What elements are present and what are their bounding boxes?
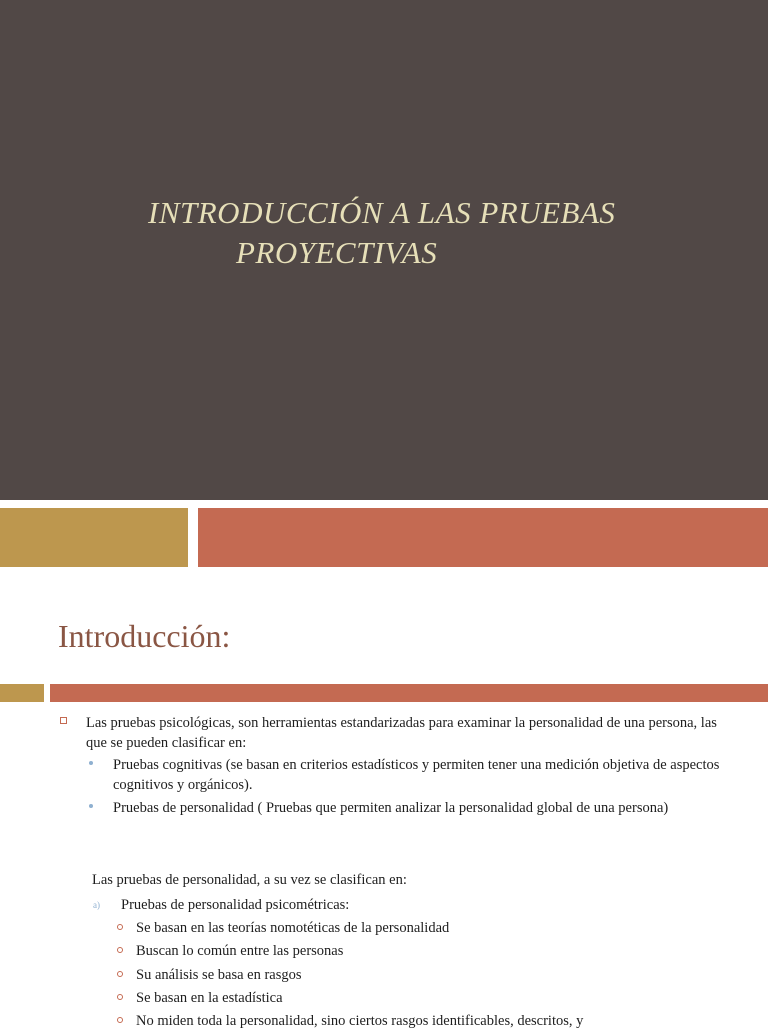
gold-heading-band xyxy=(0,684,44,702)
sub-bullet-personality: Pruebas de personalidad ( Pruebas que permiten analizar la personalidad global de una persona) xyxy=(113,800,669,816)
ring-bullet-icon xyxy=(117,971,123,977)
red-heading-band xyxy=(50,684,768,702)
title-slide xyxy=(0,0,768,500)
classification-paragraph: Las pruebas de personalidad, a su vez se clasifican en: xyxy=(92,872,407,888)
list-item: Se basan en la estadística xyxy=(136,990,283,1006)
red-accent-band xyxy=(198,508,768,567)
psychometric-tests-item: Pruebas de personalidad psicométricas: xyxy=(121,897,350,913)
slide-heading: Introducción: xyxy=(58,618,231,654)
ring-bullet-icon xyxy=(117,1017,123,1023)
dot-bullet-icon xyxy=(89,804,93,808)
list-item: Su análisis se basa en rasgos xyxy=(136,967,302,983)
list-item: No miden toda la personalidad, sino ciertos rasgos identificables, descritos, y xyxy=(136,1013,584,1029)
ring-bullet-icon xyxy=(117,947,123,953)
ring-bullet-icon xyxy=(117,994,123,1000)
list-item: Se basan en las teorías nomotéticas de la personalidad xyxy=(136,920,450,936)
main-bullet-text: Las pruebas psicológicas, son herramientas estandarizadas para examinar la personalidad de una persona, las que se pueden clasificar en: xyxy=(86,715,717,751)
sub-bullet-cognitive: Pruebas cognitivas (se basan en criterios estadísticos y permiten tener una medición objetiva de aspectos cognitivos y orgánicos). xyxy=(113,757,720,793)
slide-title-line-1: INTRODUCCIÓN A LAS PRUEBAS xyxy=(148,195,616,230)
gold-accent-band xyxy=(0,508,188,567)
alpha-list-marker: a) xyxy=(93,900,100,910)
ring-bullet-icon xyxy=(117,924,123,930)
slide-title-line-2: PROYECTIVAS xyxy=(236,235,438,270)
dot-bullet-icon xyxy=(89,761,93,765)
slide-title xyxy=(0,193,768,273)
list-item: Buscan lo común entre las personas xyxy=(136,943,344,959)
square-bullet-icon xyxy=(60,717,67,724)
